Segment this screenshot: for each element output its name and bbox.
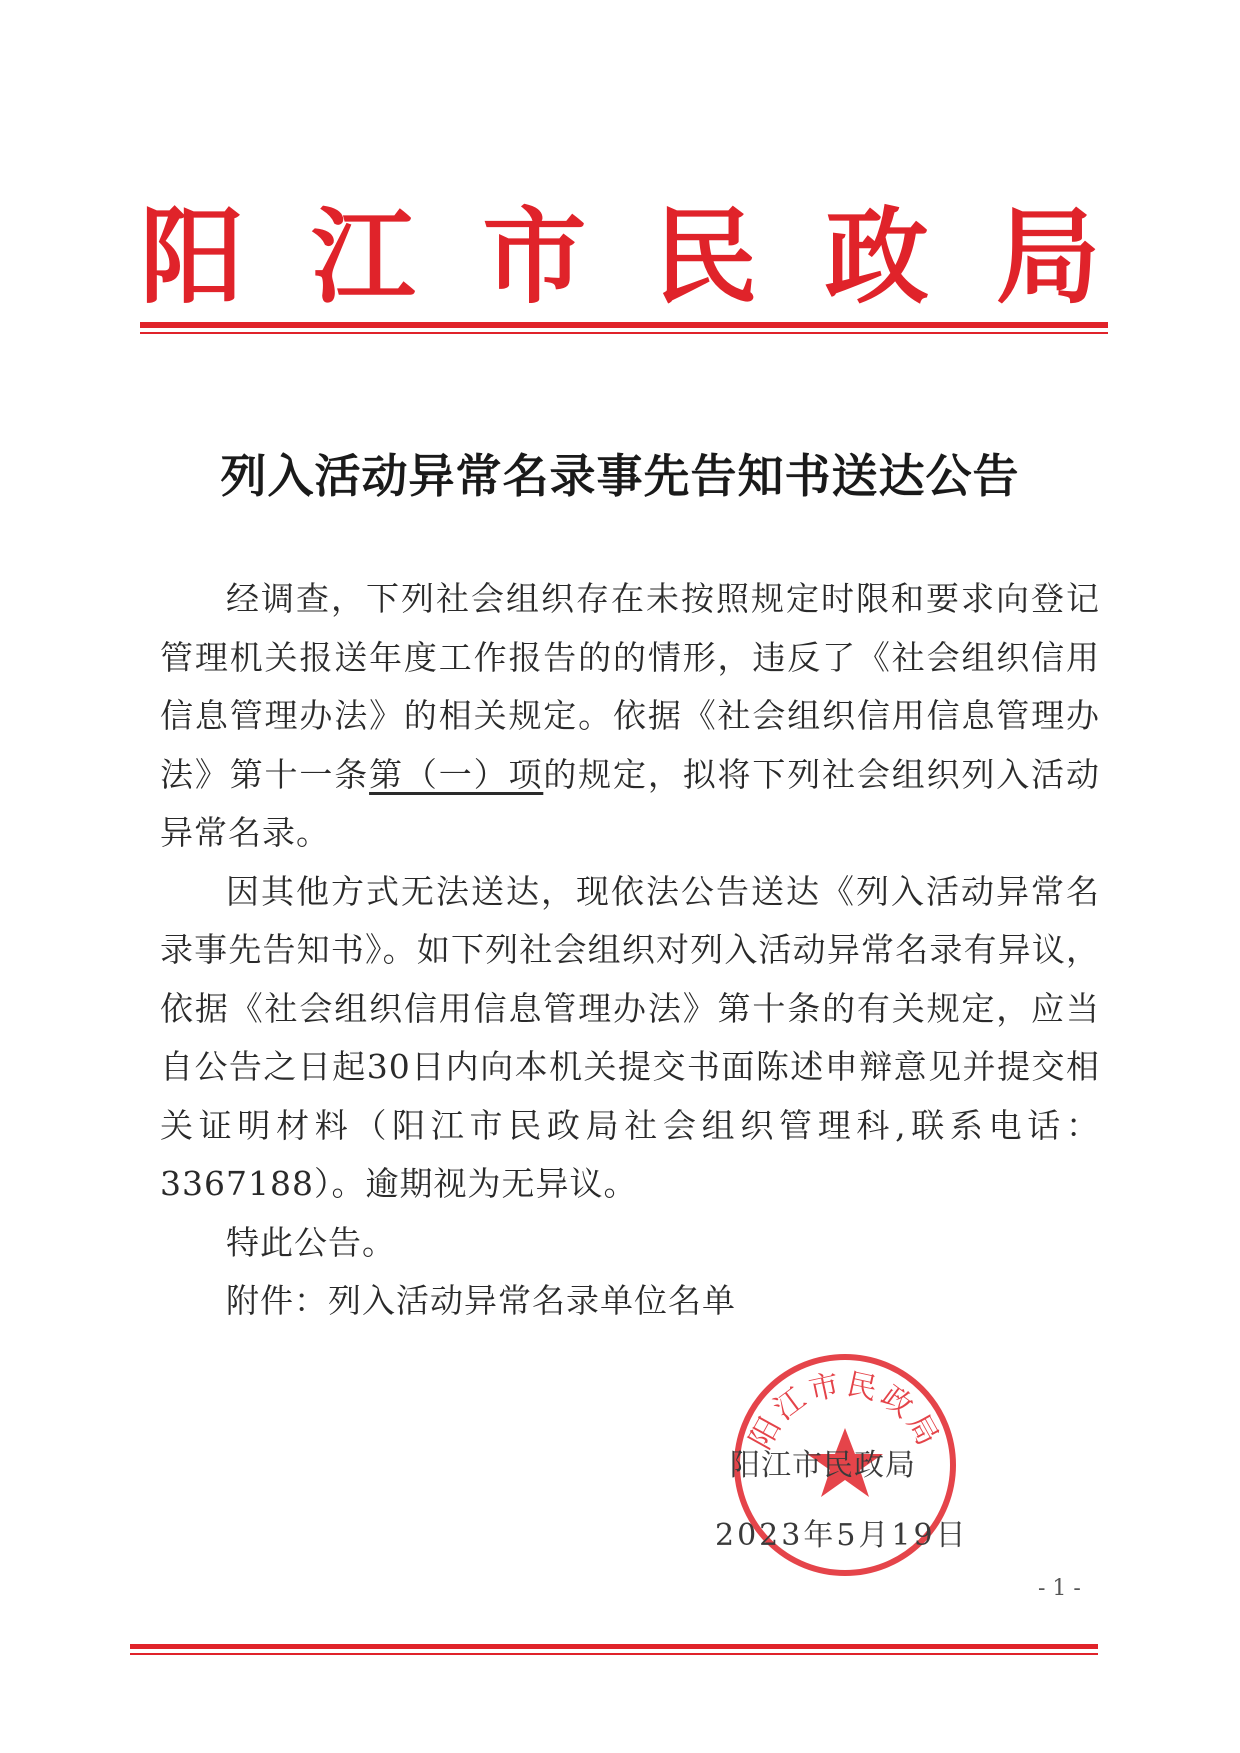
bottom-red-rule — [130, 1644, 1098, 1649]
paragraph-1-text-b: 的规定，拟将下列社会组织列入活动异常名录。 — [160, 754, 1101, 852]
seal-text: 阳江市民政局 — [743, 1366, 947, 1455]
underlined-clause: 第（一）项 — [369, 754, 544, 794]
top-red-rule — [140, 322, 1108, 328]
masthead-char: 江 — [311, 195, 416, 318]
top-red-rule-thin — [140, 332, 1108, 334]
masthead-char: 市 — [482, 195, 587, 318]
masthead-char: 政 — [824, 195, 929, 318]
document-body — [160, 570, 1100, 1272]
attachment-line: 附件：列入活动异常名录单位名单 — [226, 1281, 736, 1320]
masthead-char: 局 — [995, 195, 1100, 318]
document-title: 列入活动异常名录事先告知书送达公告 — [220, 449, 1020, 503]
issue-date: 2023年5月19日 — [715, 1518, 969, 1553]
paragraph-1 — [160, 570, 1100, 863]
issuer-name: 阳江市民政局 — [730, 1448, 916, 1483]
closing-line: 特此公告。 — [226, 1222, 396, 1262]
paragraph-1-text-a: 经调查，下列社会组织存在未按照规定时限和要求向登记管理机关报送年度工作报告的的情形，违反了《社会组织信用信息管理办法》的相关规定。依据《社会组织信用信息管理办法》第十一条 — [160, 579, 1100, 794]
paragraph-2: 因其他方式无法送达，现依法公告送达《列入活动异常名录事先告知书》。如下列社会组织对列入活动异常名录有异议，依据《社会组织信用信息管理办法》第十条的有关规定，应当自公告之日起30日内向本机关提交书面陈述申辩意见并提交相关证明材料（阳江市民政局社会组织管理科,联系电话：3367188）。逾期视为无异议。 — [160, 871, 1100, 1203]
masthead-char: 民 — [653, 195, 758, 318]
page-number: - 1 - — [1038, 1576, 1081, 1601]
masthead-char: 阳 — [140, 195, 245, 318]
masthead — [140, 195, 1100, 318]
bottom-red-rule-thin — [130, 1653, 1098, 1655]
